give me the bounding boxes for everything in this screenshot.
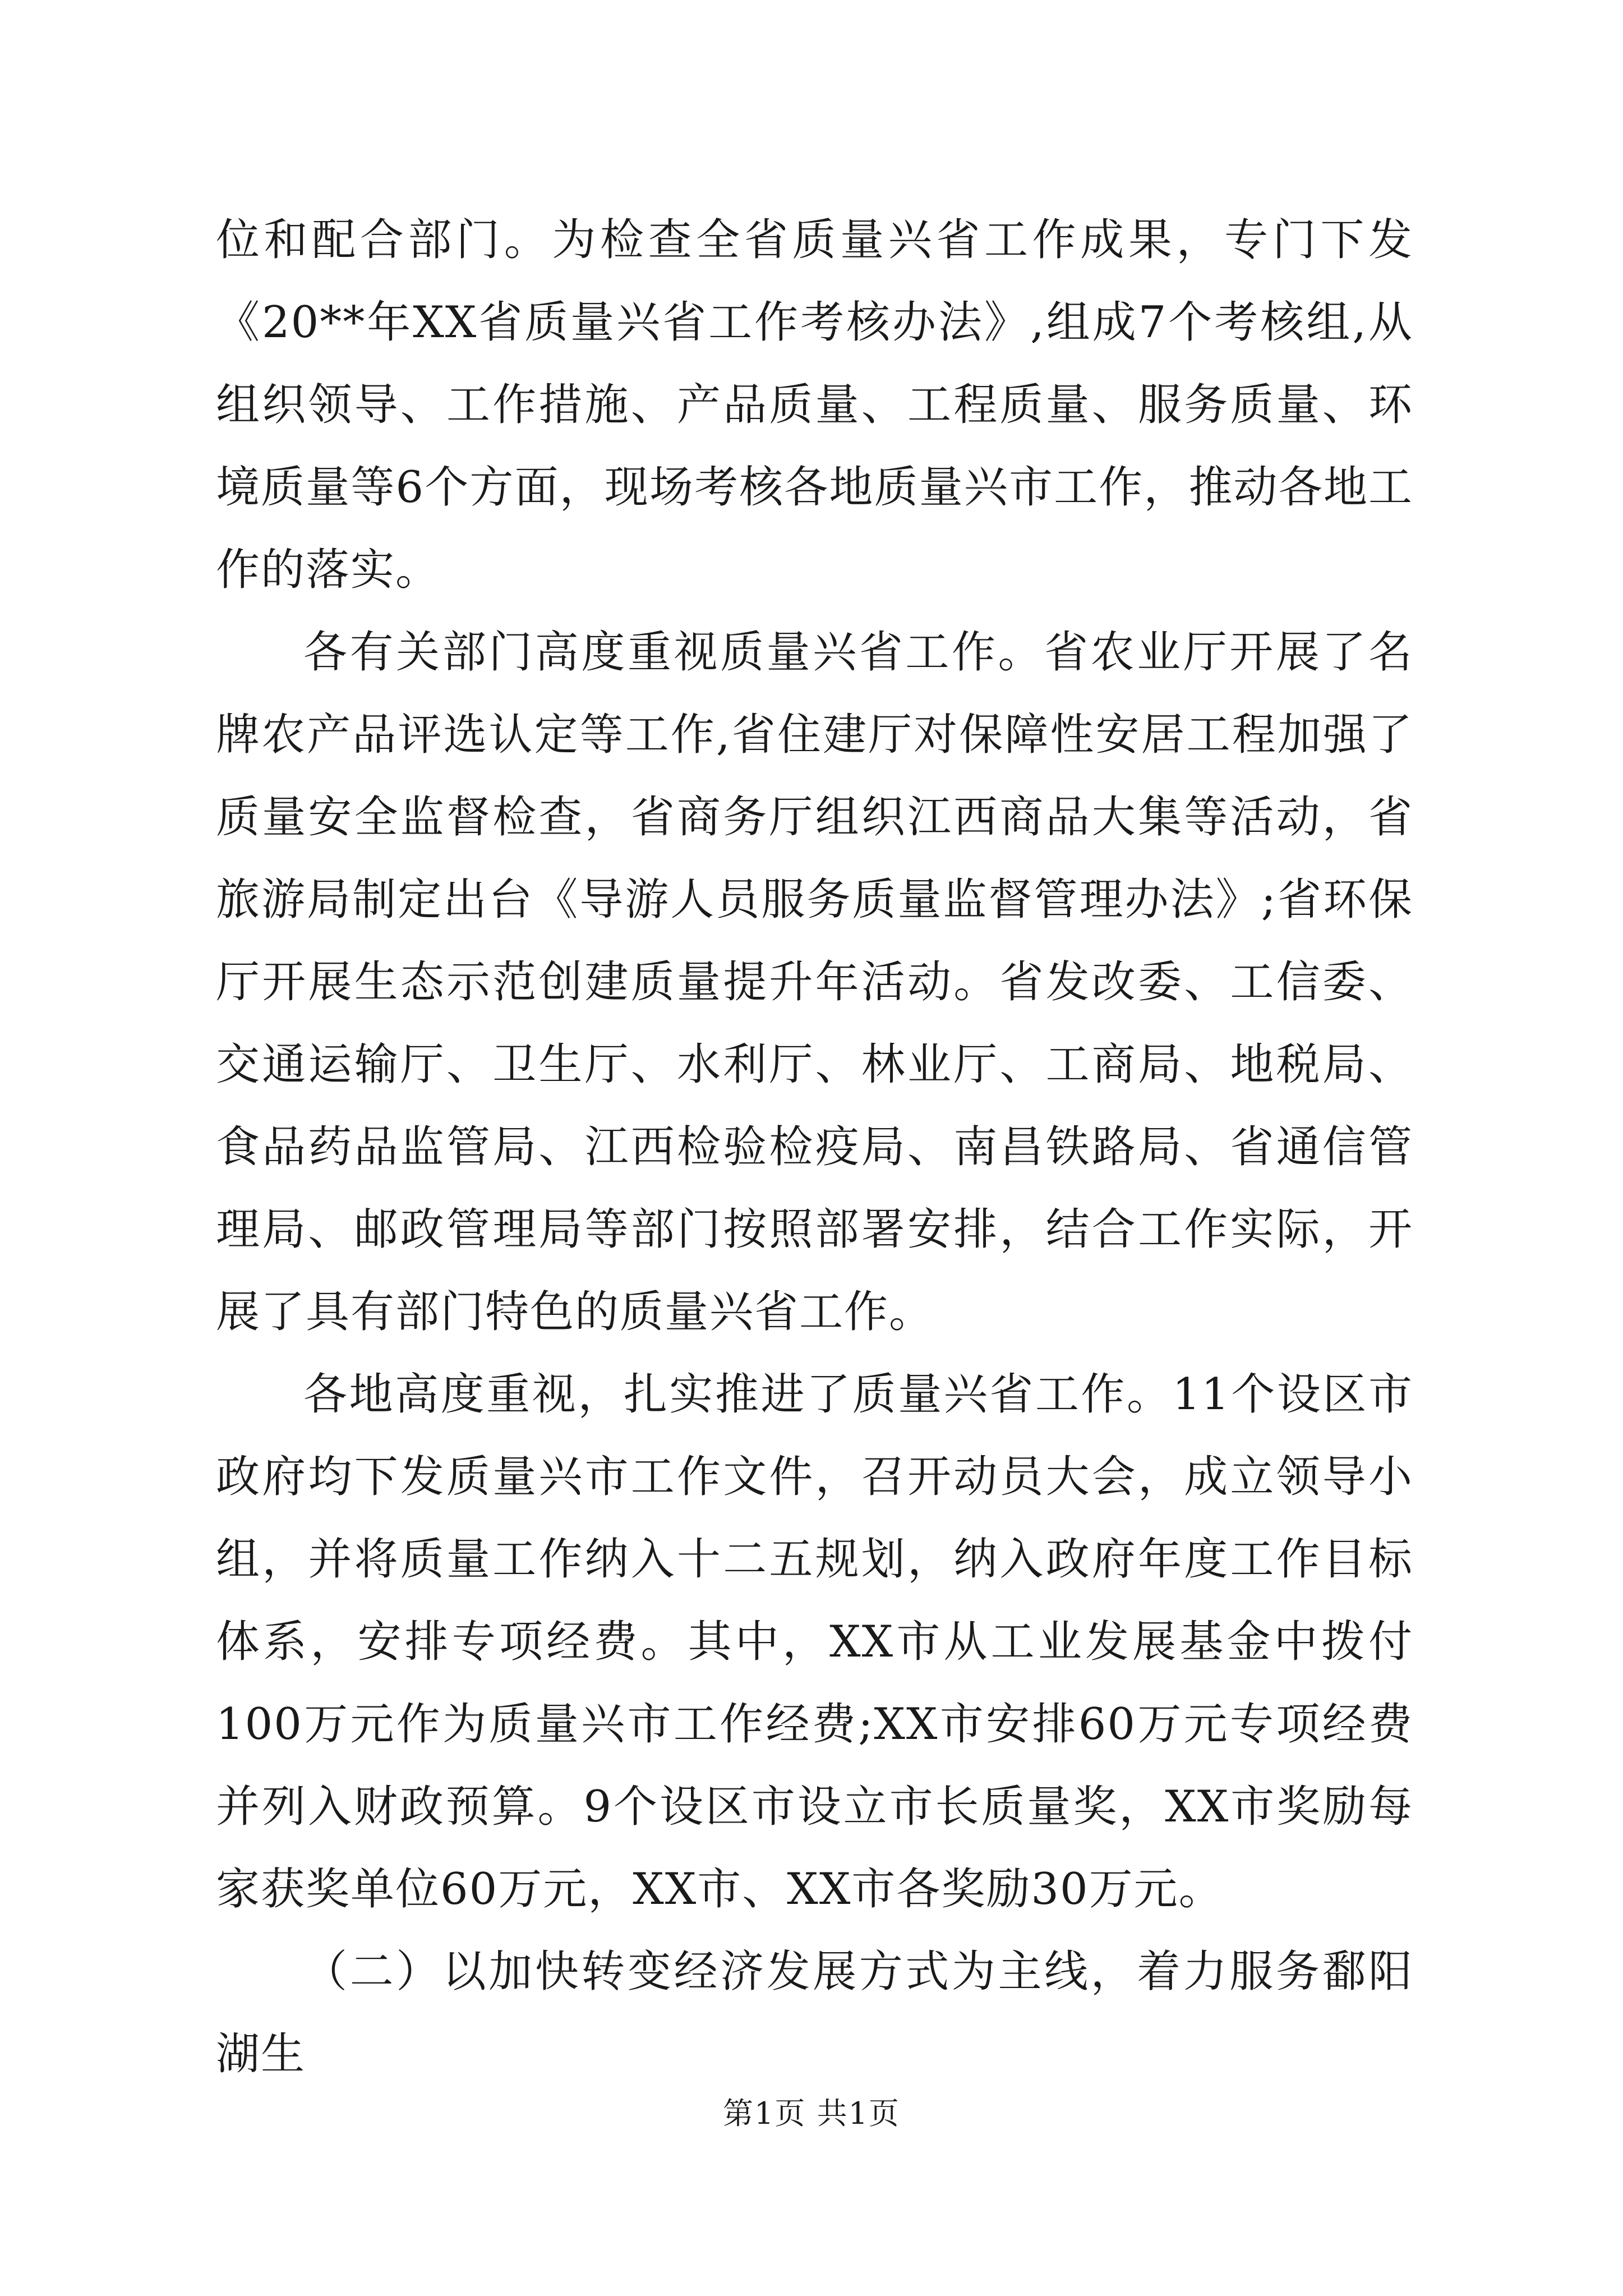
paragraph: 各有关部门高度重视质量兴省工作。省农业厅开展了名牌农产品评选认定等工作,省住建厅对保障性安居工程加强了质量安全监督检查，省商务厅组织江西商品大集等活动，省旅游局制定出台《导游人员服务质量监督管理办法》;省环保厅开展生态示范创建质量提升年活动。省发改委、工信委、交通运输厅、卫生厅、水利厅、林业厅、工商局、地税局、食品药品监管局、江西检验检疫局、南昌铁路局、省通信管理局、邮政管理局等部门按照部署安排，结合工作实际，开展了具有部门特色的质量兴省工作。: [216, 627, 1413, 1337]
page-footer: 第1页 共1页: [723, 2096, 900, 2131]
paragraph: 各地高度重视，扎实推进了质量兴省工作。11个设区市政府均下发质量兴市工作文件，召开动员大会，成立领导小组，并将质量工作纳入十二五规划，纳入政府年度工作目标体系，安排专项经费。其中，XX市从工业发展基金中拨付100万元作为质量兴市工作经费;XX市安排60万元专项经费并列入财政预算。9个设区市设立市长质量奖，XX市奖励每家获奖单位60万元，XX市、XX市各奖励30万元。: [216, 1369, 1413, 1915]
paragraph: （二）以加快转变经济发展方式为主线，着力服务鄱阳湖生: [216, 1947, 1413, 2079]
document-body: [216, 199, 1413, 2096]
paragraph: 位和配合部门。为检查全省质量兴省工作成果，专门下发《20**年XX省质量兴省工作考核办法》,组成7个考核组,从组织领导、工作措施、产品质量、工程质量、服务质量、环境质量等6个方面，现场考核各地质量兴市工作，推动各地工作的落实。: [216, 215, 1413, 595]
